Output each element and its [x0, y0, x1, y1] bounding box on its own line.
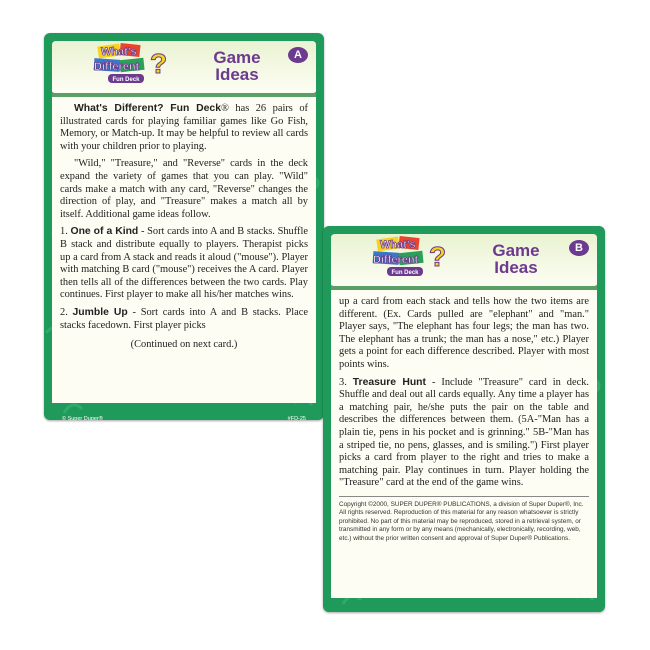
- svg-text:Different: Different: [94, 61, 140, 73]
- game-ideas-card-b: [323, 226, 605, 612]
- card-letter-badge: A: [288, 47, 308, 63]
- card-letter-badge: B: [569, 240, 589, 256]
- card-title: Game Ideas: [492, 241, 540, 277]
- game-treasure-hunt: 3. Treasure Hunt - Include "Treasure" card in deck. Shuffle and deal out all cards equally. Any time a player has a matching pair, he/she puts the pair on the table and describes the differences between them. (5A-"Man has a plain tie, pens in his pocket and is grinning." 5B-"Man has a striped tie, no pens, glasses, and is smiling.") First player picks a card from player to the right and tries to make a matching pair. Play continues in turn. Player holding the "Treasure" card at the end of the game wins.: [339, 376, 589, 489]
- whats-different-logo: [54, 41, 174, 93]
- card-body: [331, 286, 597, 598]
- jumble-up-continued: up a card from each stack and tells how the two items are different. (Ex. Cards pulled are "elephant" and "man." Player says, "The elephant has four legs; the man has two. The elephant has a trunk; the man has a nose," etc.) Player gets a point for each difference described. Player with most points wins.: [339, 296, 589, 370]
- card-header: [52, 41, 316, 95]
- wild-cards-paragraph: "Wild," "Treasure," and "Reverse" cards in the deck expand the variety of games that you can play. "Wild" cards make a match with any card, "Reverse" changes the direction of play, and "Treasure" makes a match all by itself. Additional game ideas follow.: [60, 158, 308, 220]
- continued-note: (Continued on next card.): [130, 339, 238, 351]
- svg-text:?: ?: [150, 48, 168, 79]
- game-jumble-up: 2. Jumble Up - Sort cards into A and B stacks. Place stacks facedown. First player picks: [60, 306, 308, 331]
- intro-paragraph: What's Different? Fun Deck® has 26 pairs of illustrated cards for playing familiar games like Go Fish, Memory, or Match-up. It may be helpful to review all cards with your children prior to playing.: [60, 103, 308, 152]
- card-header: [331, 234, 597, 288]
- game-one-of-a-kind: 1. One of a Kind - Sort cards into A and B stacks. Shuffle B stack and distribute equally to players. Therapist picks up a card from A stack and reads it aloud ("mouse"). Player with matching B card ("mouse") receives the A card. Player then tells all of the differences between the two cards. Play continues. First player to make all his/her matches wins.: [60, 226, 308, 301]
- svg-text:Fun Deck: Fun Deck: [391, 270, 419, 276]
- svg-text:Fun Deck: Fun Deck: [112, 77, 140, 83]
- svg-text:What's: What's: [101, 46, 137, 58]
- card-title: Game Ideas: [213, 48, 261, 84]
- svg-text:Different: Different: [373, 254, 419, 266]
- svg-text:?: ?: [429, 241, 447, 272]
- svg-text:What's: What's: [380, 239, 416, 251]
- card-body: [52, 93, 316, 403]
- whats-different-logo: [333, 234, 453, 286]
- copyright-notice: Copyright ©2000, SUPER DUPER® PUBLICATIONS, a division of Super Duper®, Inc. All rights reserved. Reproduction of this material for any reason whatsoever is strictly prohibited. No part of this material may be reproduced, stored in a retrieval system, or transmitted in any form or by any means (mechanically, electronically, recording, web, etc.) without the prior written consent and approval of Super Duper® Publications.: [339, 496, 589, 543]
- game-ideas-card-a: What's Different ? Fun Deck Game Ideas A What's Different? Fun Deck® has 26 pairs of illustrated cards for playing familiar games like Go Fish, Memory, or Match-up. It may be helpful to review all cards with your children prior to playing. "Wild," "Treasure," and "Reverse" cards in the deck expand the variety of games that you can play. "Wild" cards make a match with any card, "Reverse" changes the direction of play, and "Treasure" makes a match all by itself. Additional game ideas follow. 1. One of a Kind - Sort cards into A and B stacks. Shuffle B stack and distribute equally to players. Therapist picks up a card from A stack and reads it aloud ("mouse"). Player with matching B card ("mouse") receives the A card. Player then tells all of the differences between the two cards. Play continues. First player to make all his/her matches wins. 2. Jumble Up - Sort cards into A and B stacks. Place stacks facedown. First player picks (Continued on next card.) © Super Duper® #FD-25: [44, 33, 324, 420]
